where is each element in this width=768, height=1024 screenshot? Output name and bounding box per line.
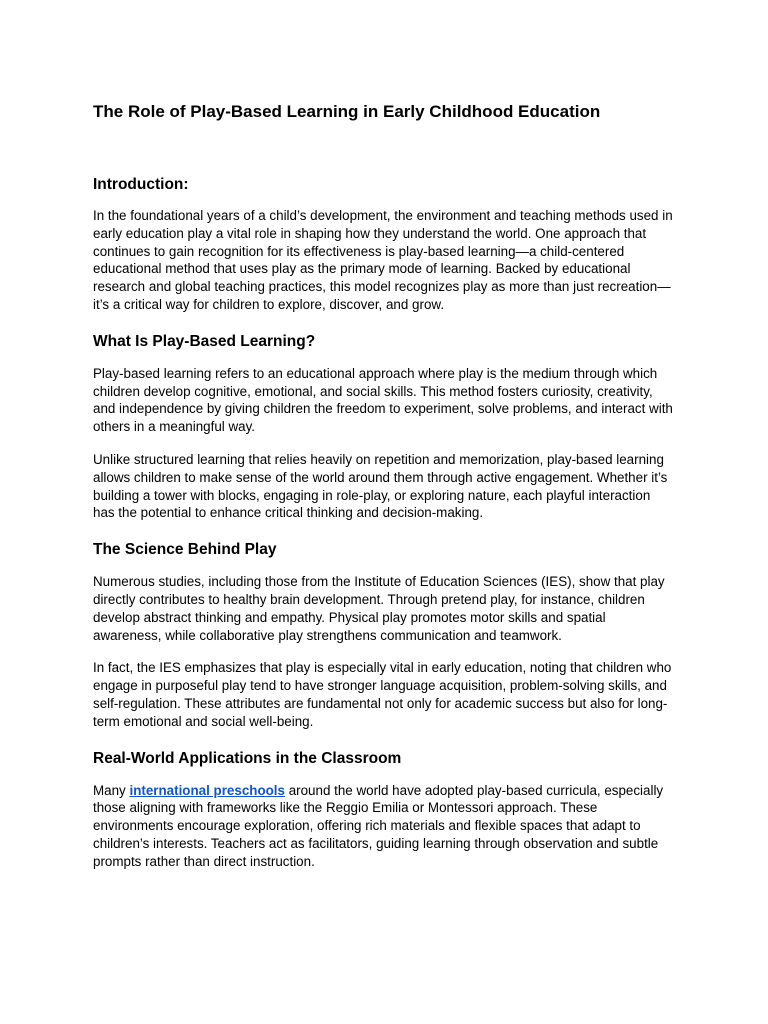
paragraph-real-world-lead: Many <box>93 782 130 798</box>
section-heading-what-is-play-based-learning: What Is Play-Based Learning? <box>93 332 316 350</box>
introduction-paragraph: In the foundational years of a child’s development, the environment and teaching methods used in early education play a vital role in shaping how they understand the world. One approach that continues to gain recognition for its effectiveness is play-based learning—a child-centered educational method that uses play as the primary mode of learning. Backed by educational research and global teaching practices, this model recognizes play as more than just recreation—it’s a critical way for children to explore, discover, and grow. <box>93 208 673 312</box>
paragraph-real-world <box>93 782 673 871</box>
paragraph-science-2: In fact, the IES emphasizes that play is especially vital in early education, noting that children who engage in purposeful play tend to have stronger language acquisition, problem-solving skills, and self-regulation. These attributes are fundamental not only for academic success but also for long-term emotional and social well-being. <box>93 660 672 729</box>
paragraph-real-world-body: around the world have adopted play-based curricula, especially those aligning with frameworks like the Reggio Emilia or Montessori approach. These environments encourage exploration, offering rich materials and flexible spaces that adapt to children’s interests. Teachers act as facilitators, guiding learning through observation and subtle prompts rather than direct instruction. <box>93 782 664 869</box>
paragraph-science-1: Numerous studies, including those from the Institute of Education Sciences (IES), show that play directly contributes to healthy brain development. Through pretend play, for instance, children develop abstract thinking and empathy. Physical play promotes motor skills and spatial awareness, while collaborative play strengthens communication and teamwork. <box>93 574 665 643</box>
document-title: The Role of Play-Based Learning in Early Childhood Education <box>93 102 601 121</box>
document-page <box>93 100 673 871</box>
paragraph-what-is-2: Unlike structured learning that relies heavily on repetition and memorization, play-based learning allows children to make sense of the world around them through active engagement. Whether it’s building a tower with blocks, engaging in role-play, or exploring nature, each playful interaction has the potential to enhance critical thinking and decision-making. <box>93 451 668 521</box>
international-preschools-link[interactable]: international preschools <box>129 782 285 798</box>
section-heading-science-behind-play: The Science Behind Play <box>93 541 277 559</box>
section-heading-real-world-applications: Real-World Applications in the Classroom <box>93 749 402 767</box>
introduction-heading: Introduction: <box>93 176 189 193</box>
paragraph-what-is-1: Play-based learning refers to an educational approach where play is the medium through which children develop cognitive, emotional, and social skills. This method fosters curiosity, creativity, and independence by giving children the freedom to experiment, solve problems, and interact with others in a meaningful way. <box>93 365 673 435</box>
